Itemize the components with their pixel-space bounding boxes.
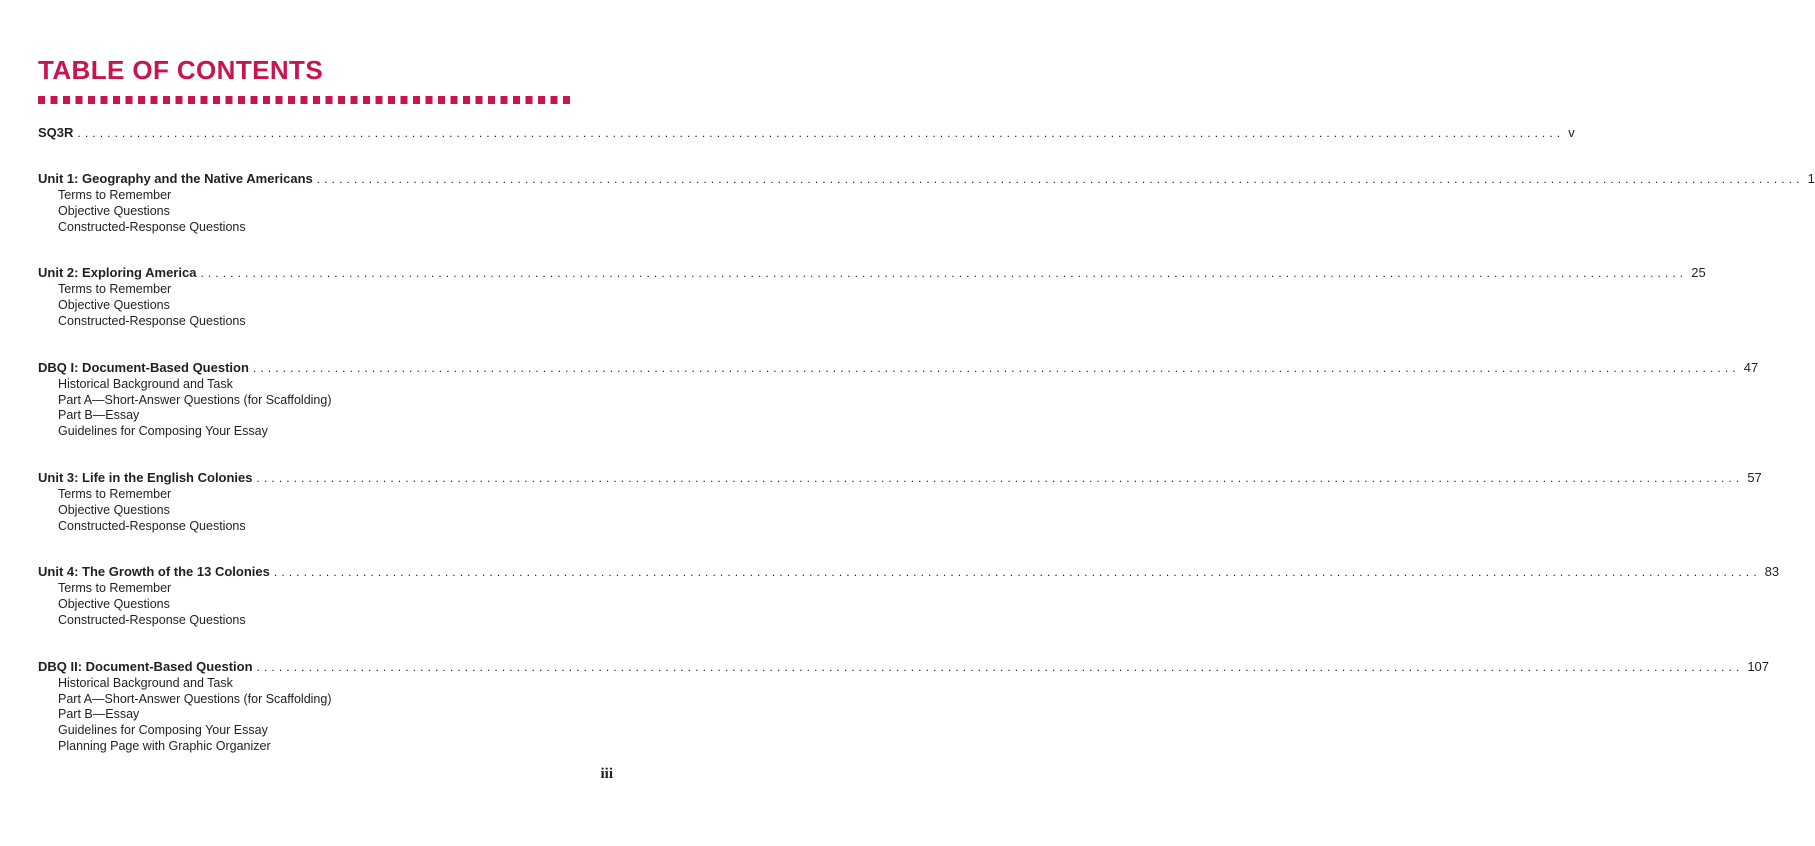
toc-subitem-list [38, 188, 556, 235]
toc-page-number: 83 [1764, 564, 1780, 580]
toc-entry-6 [38, 562, 1780, 628]
toc-subitem[interactable]: Objective Questions [58, 203, 170, 218]
toc-subitem[interactable]: Constructed-Response Questions [58, 612, 246, 627]
toc-subitem[interactable]: Terms to Remember [58, 188, 172, 202]
toc-entry-title: DBQ II: Document-Based Question [38, 658, 253, 674]
toc-entry-row[interactable] [38, 123, 1575, 142]
toc-entry-title: Unit 2: Exploring America [38, 265, 197, 281]
dot-leader: ........................................................................................................................................................................................................ [200, 266, 1688, 281]
toc-entry-title: DBQ I: Document-Based Question [38, 359, 249, 375]
toc-entry-2 [38, 169, 1815, 235]
toc-entry-row[interactable] [38, 263, 1706, 282]
toc-page-number: 25 [1691, 265, 1706, 281]
toc-subitem[interactable]: Terms to Remember [58, 486, 172, 501]
toc-entry-1 [38, 123, 1575, 142]
toc-subitem[interactable]: Guidelines for Composing Your Essay [58, 424, 268, 439]
toc-entry-row[interactable] [38, 169, 1815, 188]
dot-leader: ........................................................................................................................................................................................................ [256, 659, 1744, 674]
toc-subitem-list [38, 377, 556, 440]
toc-subitem-list [38, 487, 556, 534]
toc-page-number: 1 [1807, 171, 1815, 186]
toc-subitem-list [38, 282, 556, 329]
toc-subitem[interactable]: Planning Page with Graphic Organizer [58, 738, 271, 753]
toc-page-number: 57 [1747, 469, 1762, 485]
toc-subitem[interactable]: Objective Questions [58, 502, 170, 517]
toc-subitem[interactable]: Historical Background and Task [58, 675, 233, 690]
toc-entry-3 [38, 263, 1706, 329]
toc-subitem[interactable]: Constructed-Response Questions [58, 313, 246, 328]
toc-entry-title: Unit 4: The Growth of the 13 Colonies [38, 564, 270, 580]
toc-subitem[interactable]: Objective Questions [58, 597, 170, 612]
toc-subitem[interactable]: Guidelines for Composing Your Essay [58, 723, 268, 738]
toc-entry-row[interactable] [38, 358, 1759, 377]
dot-leader: ........................................................................................................................................................................................................ [256, 470, 1744, 485]
toc-entry-row[interactable] [38, 562, 1780, 581]
title-dotted-rule [38, 96, 574, 104]
toc-subitem-list [38, 676, 556, 755]
toc-entry-title: Unit 3: Life in the English Colonies [38, 469, 253, 485]
toc-subitem[interactable]: Historical Background and Task [58, 376, 233, 391]
dot-leader: ........................................................................................................................................................................................................ [252, 360, 1740, 375]
toc-subitem[interactable]: Constructed-Response Questions [58, 518, 246, 533]
dot-leader: ........................................................................................................................................................................................................ [77, 126, 1565, 140]
dot-leader: ........................................................................................................................................................................................................ [273, 565, 1761, 580]
toc-entry-title: Unit 1: Geography and the Native Americans [38, 171, 313, 186]
toc-subitem[interactable]: Part B—Essay [58, 707, 140, 722]
toc-subitem[interactable]: Terms to Remember [58, 282, 172, 297]
toc-subitem-list [38, 581, 556, 628]
toc-page-number: 47 [1743, 359, 1759, 375]
toc-subitem[interactable]: Objective Questions [58, 298, 170, 313]
table-of-contents [38, 123, 1815, 755]
dot-leader: ........................................................................................................................................................................................................ [316, 172, 1804, 186]
toc-subitem[interactable]: Part B—Essay [58, 408, 140, 423]
toc-subitem[interactable]: Terms to Remember [58, 581, 172, 596]
toc-entry-4 [38, 358, 1759, 440]
toc-entry-5 [38, 468, 1762, 534]
toc-entry-title: SQ3R [38, 125, 74, 140]
toc-subitem[interactable]: Part A—Short-Answer Questions (for Scaffolding) [58, 691, 332, 706]
toc-entry-row[interactable] [38, 468, 1762, 487]
toc-subitem[interactable]: Part A—Short-Answer Questions (for Scaffolding) [58, 392, 332, 407]
toc-page-number: v [1568, 125, 1575, 140]
page-title: TABLE OF CONTENTS [38, 55, 324, 85]
toc-entry-7 [38, 657, 1770, 755]
toc-page-number: 107 [1747, 658, 1770, 674]
toc-entry-row[interactable] [38, 657, 1770, 676]
toc-subitem[interactable]: Constructed-Response Questions [58, 219, 246, 234]
page-folio: iii [600, 766, 613, 782]
